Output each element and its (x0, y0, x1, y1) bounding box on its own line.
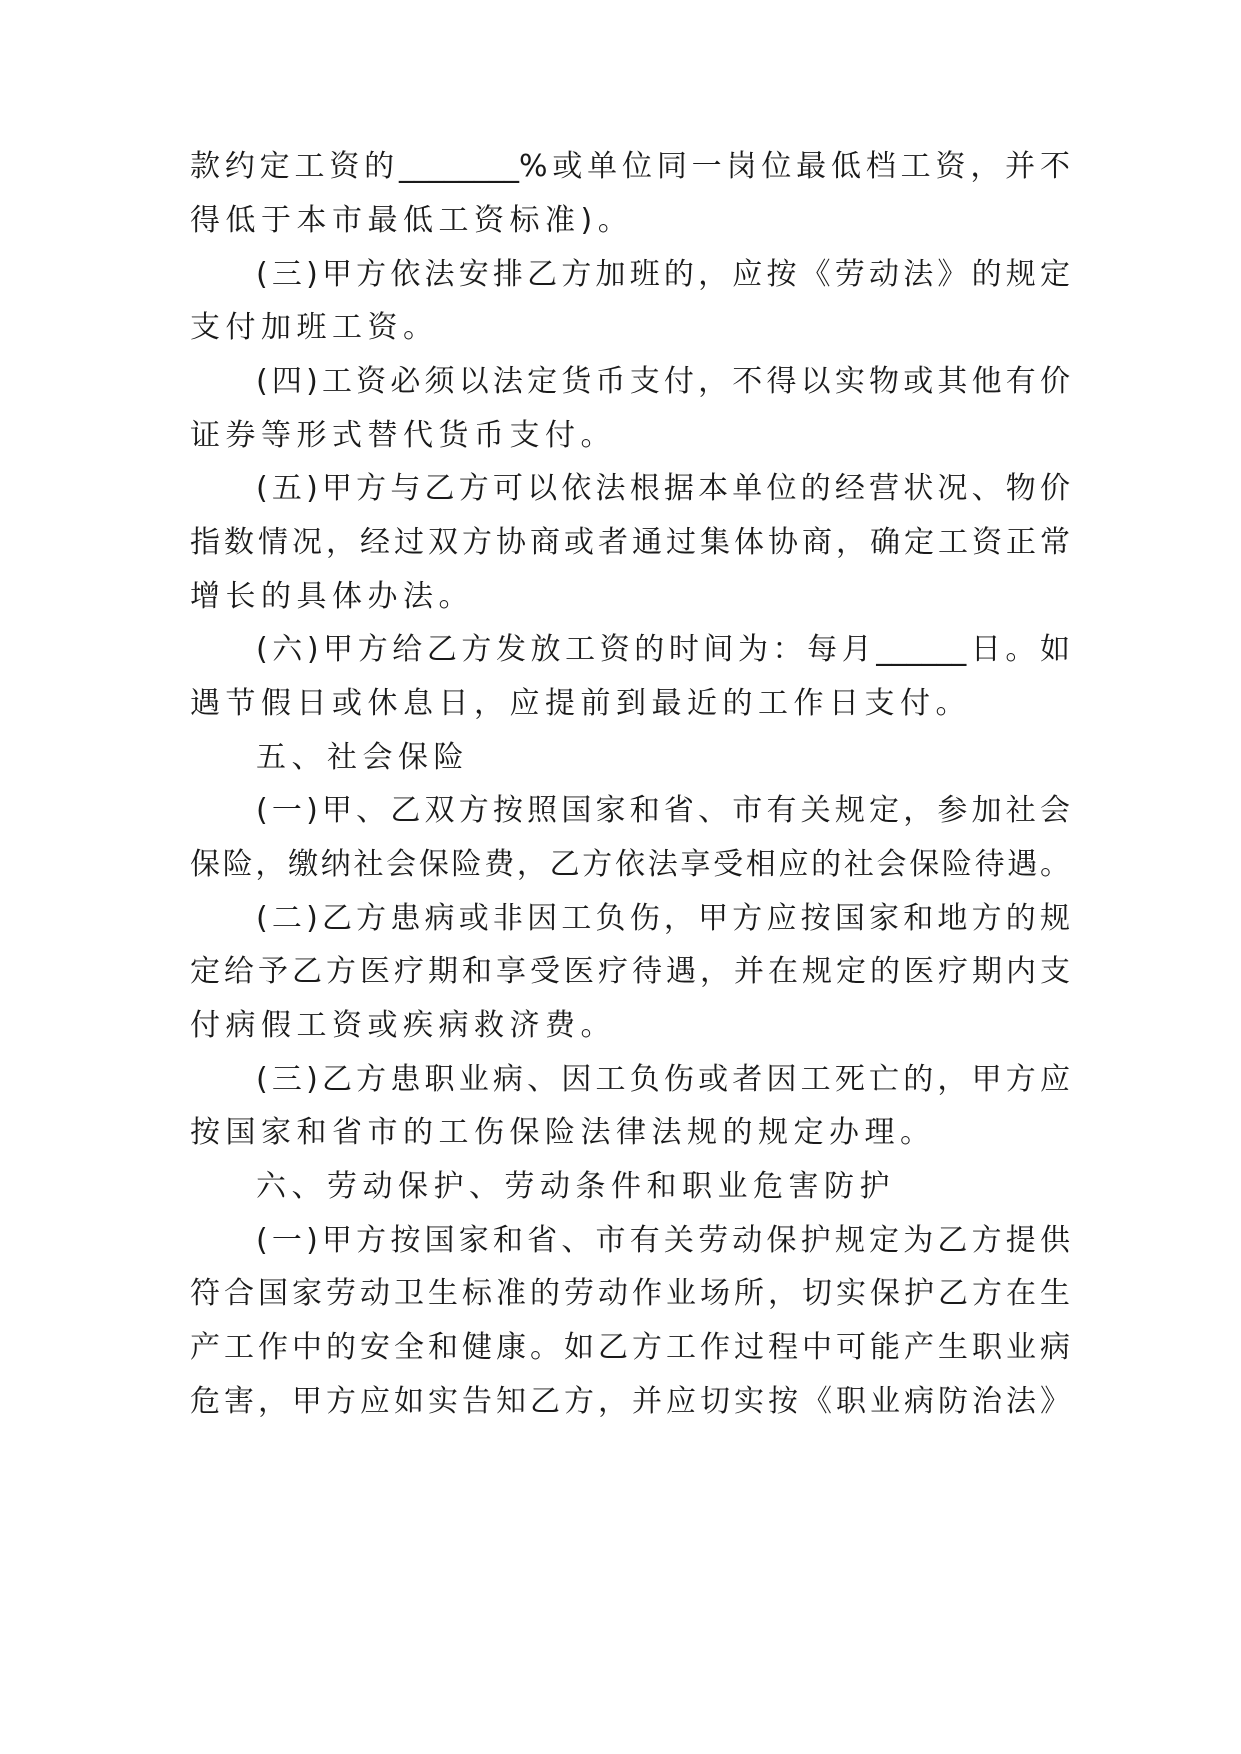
text-line: 产工作中的安全和健康。如乙方工作过程中可能产生职业病 (190, 1330, 1070, 1365)
text-line: 指数情况，经过双方协商或者通过集体协商，确定工资正常 (190, 525, 1070, 560)
text-line: 危害，甲方应如实告知乙方，并应切实按《职业病防治法》 (190, 1384, 1070, 1419)
text-line: 保险，缴纳社会保险费，乙方依法享受相应的社会保险待遇。 (190, 847, 1070, 882)
text-line: (五)甲方与乙方可以依法根据本单位的经营状况、物价 (256, 471, 1070, 506)
section-heading: 六、劳动保护、劳动条件和职业危害防护 (256, 1169, 895, 1204)
text-line: 定给予乙方医疗期和享受医疗待遇，并在规定的医疗期内支 (190, 954, 1070, 989)
text-line: 证券等形式替代货币支付。 (190, 418, 616, 453)
text-line: (一)甲、乙双方按照国家和省、市有关规定，参加社会 (256, 793, 1070, 828)
text-line: 增长的具体办法。 (190, 579, 474, 614)
text-line: 款约定工资的________%或单位同一岗位最低档工资，并不 (190, 149, 1070, 184)
text-line: 得低于本市最低工资标准)。 (190, 203, 634, 238)
text-line: (六)甲方给乙方发放工资的时间为：每月______日。如 (256, 632, 1070, 667)
text-line: (一)甲方按国家和省、市有关劳动保护规定为乙方提供 (256, 1223, 1070, 1258)
text-line: 符合国家劳动卫生标准的劳动作业场所，切实保护乙方在生 (190, 1276, 1070, 1311)
text-line: (三)甲方依法安排乙方加班的，应按《劳动法》的规定 (256, 257, 1070, 292)
text-line: 按国家和省市的工伤保险法律法规的规定办理。 (190, 1115, 936, 1150)
text-line: 遇节假日或休息日，应提前到最近的工作日支付。 (190, 686, 971, 721)
section-heading: 五、社会保险 (256, 740, 469, 775)
text-line: 支付加班工资。 (190, 310, 439, 345)
text-line: (三)乙方患职业病、因工负伤或者因工死亡的，甲方应 (256, 1062, 1070, 1097)
text-line: (二)乙方患病或非因工负伤，甲方应按国家和地方的规 (256, 901, 1070, 936)
text-line: (四)工资必须以法定货币支付，不得以实物或其他有价 (256, 364, 1070, 399)
text-line: 付病假工资或疾病救济费。 (190, 1008, 616, 1043)
